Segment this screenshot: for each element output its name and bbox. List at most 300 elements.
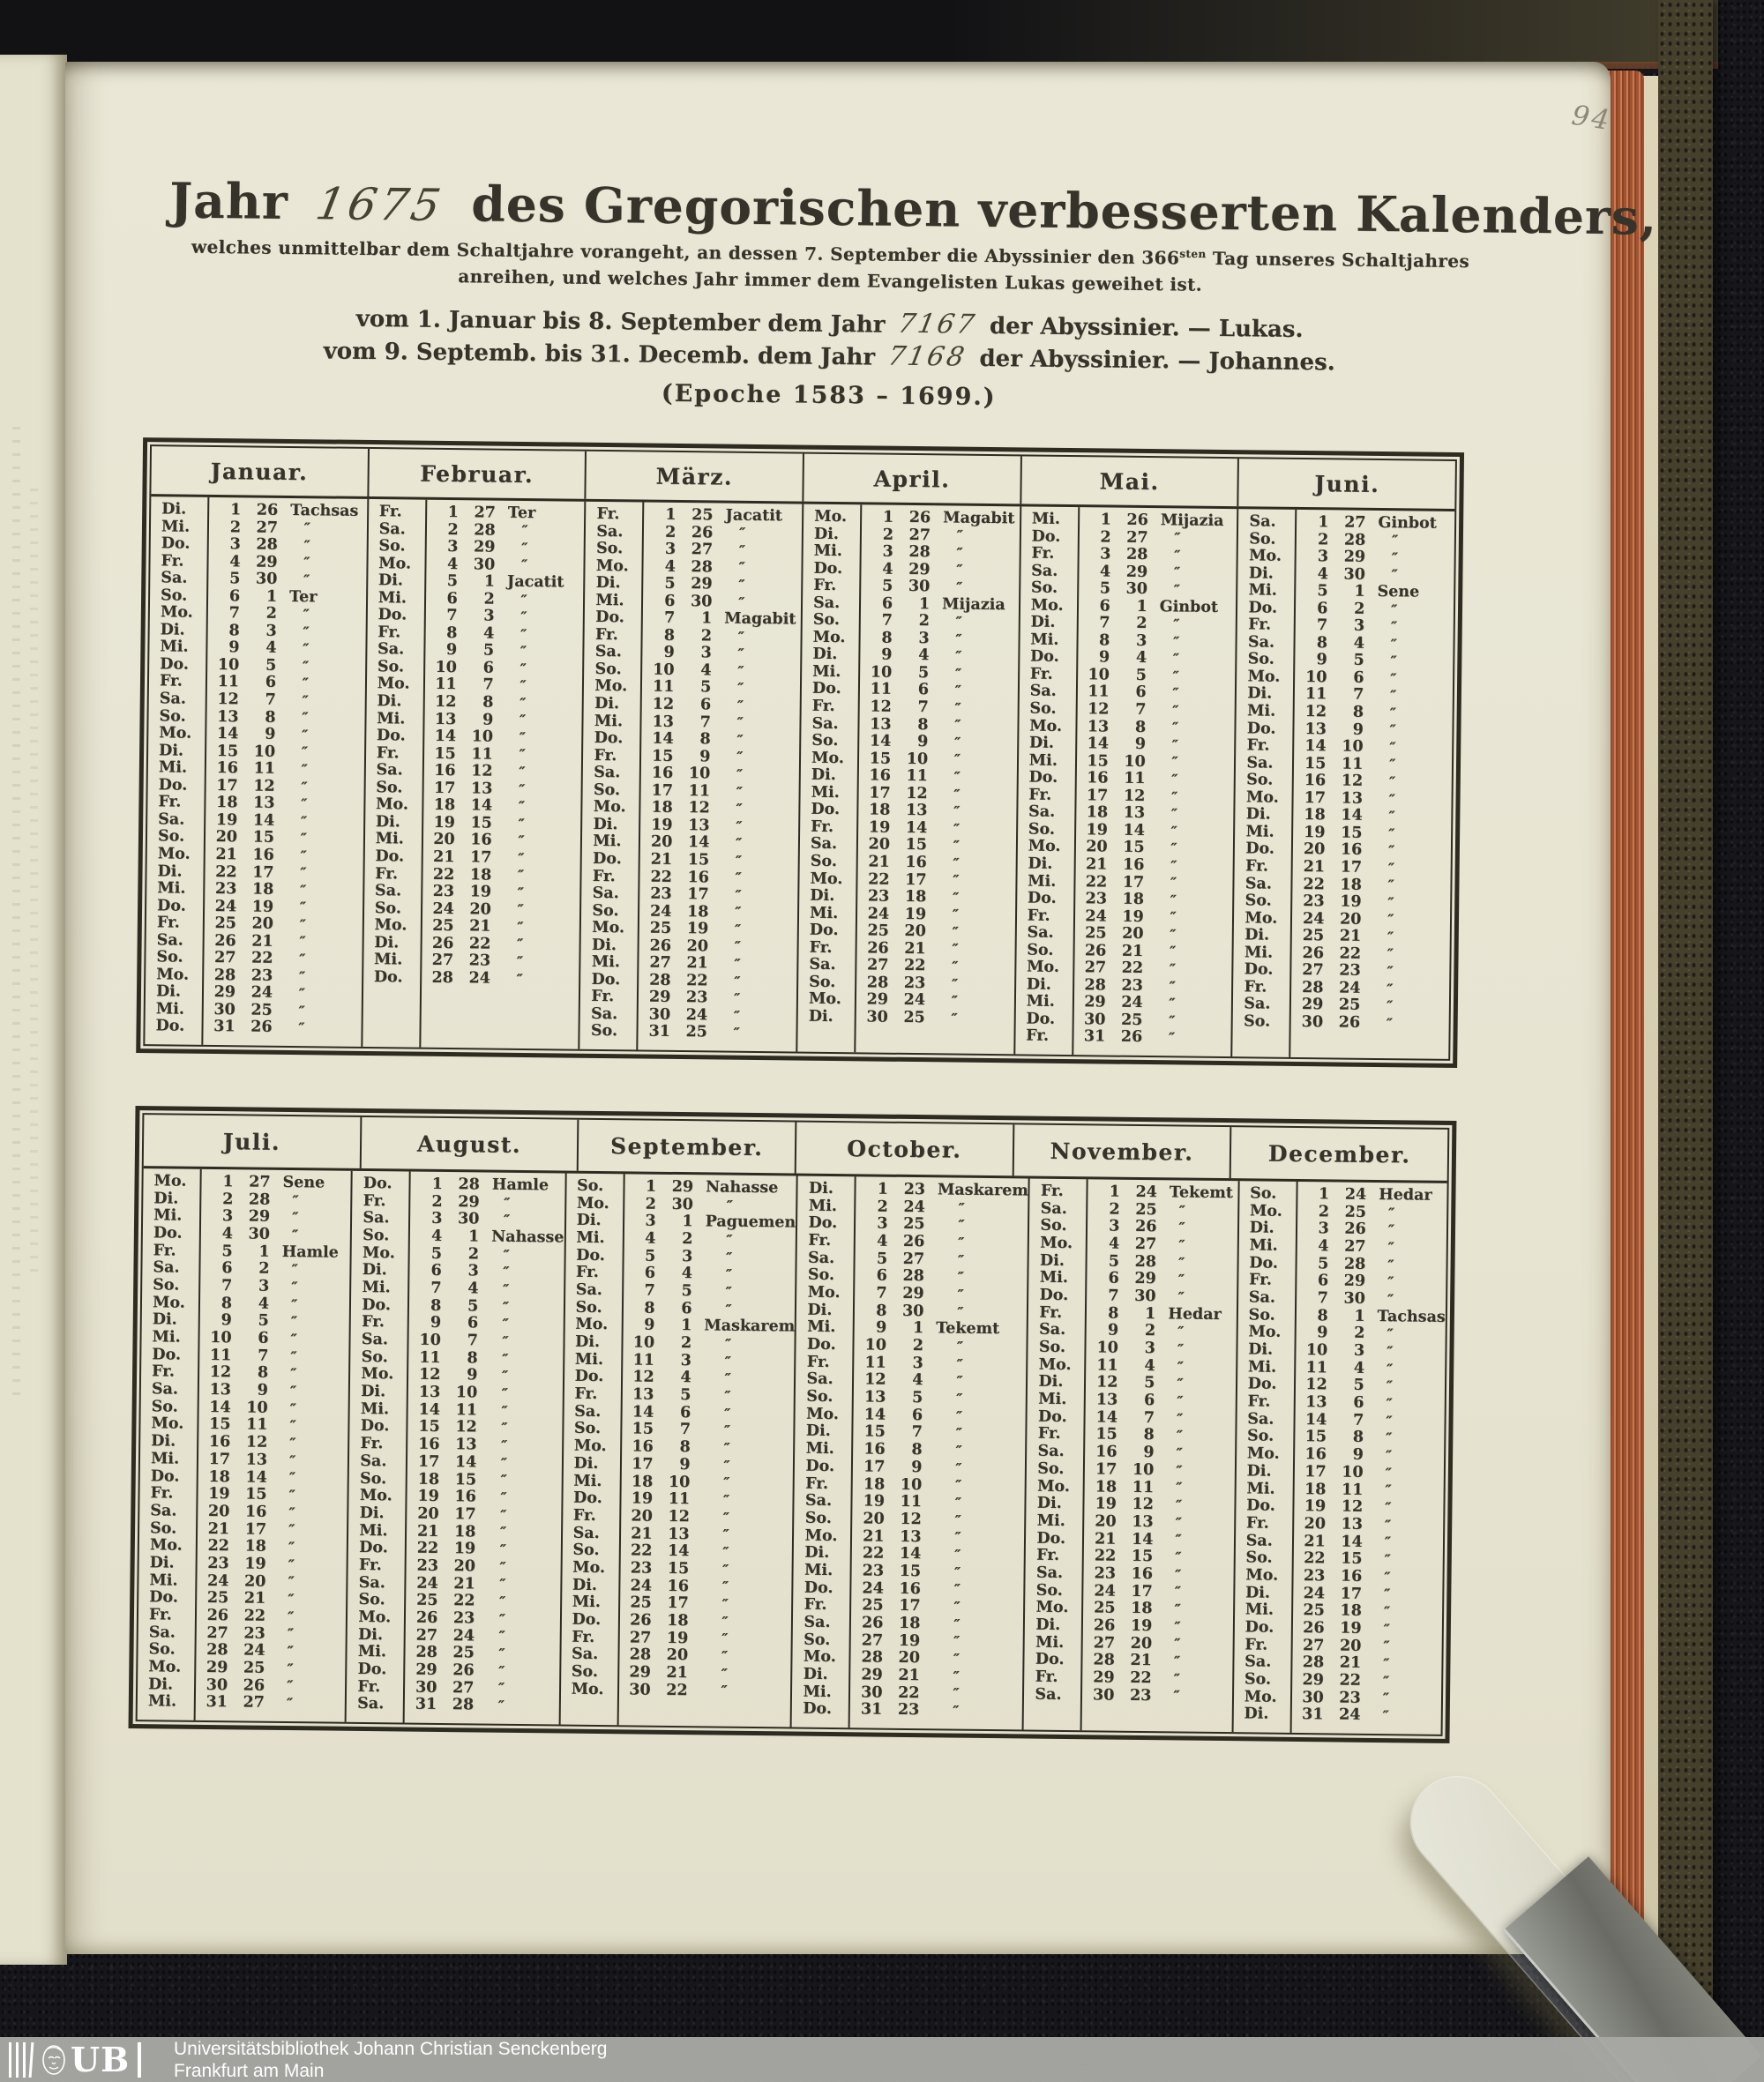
gregorian-day-cell: 8 xyxy=(1108,1304,1119,1323)
abyssinian-month-cell: ″ xyxy=(721,1595,729,1613)
gregorian-day-cell: 5 xyxy=(1317,582,1328,601)
abyssinian-day-cell: 23 xyxy=(243,1624,265,1643)
abyssinian-month-cell: Maskarem xyxy=(704,1317,796,1336)
gregorian-day-cell: 21 xyxy=(868,853,890,871)
abyssinian-month-cell: ″ xyxy=(1388,773,1396,791)
abyssinian-day-cell: 22 xyxy=(686,971,708,990)
abyssinian-day-cell: 9 xyxy=(911,1458,923,1476)
weekday-cell: Sa. xyxy=(1246,753,1274,772)
abyssinian-day-cell: 17 xyxy=(905,870,927,889)
weekday-cell: So. xyxy=(576,1176,604,1196)
gregorian-day-cell: 13 xyxy=(1095,1391,1118,1409)
abyssinian-month-cell: ″ xyxy=(299,881,307,899)
weekday-cell: Mo. xyxy=(377,675,410,694)
abyssinian-month-cell: ″ xyxy=(500,1454,508,1472)
abyssinian-month-cell: Hamle xyxy=(281,1242,339,1262)
abyssinian-day-cell: 26 xyxy=(908,508,931,527)
weekday-cell: Di. xyxy=(812,645,838,664)
abyssinian-month-cell: ″ xyxy=(952,889,960,907)
abyssinian-month-cell: ″ xyxy=(1178,1219,1185,1236)
abyssinian-month-cell: ″ xyxy=(291,1261,298,1279)
abyssinian-day-cell: 17 xyxy=(454,1504,476,1524)
calendar-row xyxy=(1015,1028,1231,1048)
abyssinian-month-cell: ″ xyxy=(956,526,963,544)
abyssinian-day-cell: 24 xyxy=(903,991,926,1010)
month-column xyxy=(138,1168,353,1722)
abyssinian-month-cell: ″ xyxy=(1390,635,1397,653)
gregorian-day-cell: 10 xyxy=(1305,668,1327,687)
abyssinian-month-cell: ″ xyxy=(288,1469,296,1487)
abyssinian-day-cell: 19 xyxy=(453,1540,476,1558)
gregorian-day-cell: 21 xyxy=(650,850,673,869)
gregorian-day-cell: 3 xyxy=(1109,1217,1120,1236)
gregorian-day-cell: 8 xyxy=(220,1294,233,1313)
abyssinian-day-cell: 14 xyxy=(470,796,493,815)
abyssinian-day-cell: 15 xyxy=(905,836,928,854)
abyssinian-day-cell: 18 xyxy=(1131,1600,1153,1618)
gregorian-day-cell: 8 xyxy=(228,622,240,640)
gregorian-day-cell: 23 xyxy=(1303,1566,1326,1586)
abyssinian-day-cell: 9 xyxy=(1134,735,1147,754)
weekday-cell: So. xyxy=(358,1591,385,1609)
weekday-cell: Di. xyxy=(803,1665,828,1683)
gregorian-day-cell: 31 xyxy=(415,1695,437,1714)
gregorian-day-cell: 3 xyxy=(882,542,893,561)
abyssinian-month-cell: ″ xyxy=(519,677,527,695)
gregorian-day-cell: 1 xyxy=(1109,1183,1120,1201)
abyssinian-day-cell: 19 xyxy=(1122,907,1144,926)
gregorian-day-cell: 1 xyxy=(1318,513,1329,532)
abyssinian-day-cell: 27 xyxy=(256,519,279,537)
weekday-cell: Sa. xyxy=(809,955,836,974)
gregorian-day-cell: 3 xyxy=(664,540,676,559)
abyssinian-day-cell: 17 xyxy=(469,848,492,867)
abyssinian-month-cell: ″ xyxy=(954,1511,961,1529)
abyssinian-day-cell: 30 xyxy=(1125,579,1148,599)
abyssinian-month-cell: ″ xyxy=(503,1211,511,1229)
abyssinian-day-cell: 5 xyxy=(1353,1377,1364,1395)
abyssinian-day-cell: 4 xyxy=(265,639,277,658)
gregorian-day-cell: 8 xyxy=(881,629,893,647)
abyssinian-day-cell: 8 xyxy=(1352,1429,1364,1447)
weekday-cell: Sa. xyxy=(1037,1442,1065,1461)
weekday-cell: Mi. xyxy=(809,904,839,922)
gregorian-day-cell: 6 xyxy=(664,592,676,610)
abyssinian-day-cell: 17 xyxy=(1340,858,1363,877)
abyssinian-month-cell: ″ xyxy=(1387,859,1395,877)
abyssinian-day-cell: 28 xyxy=(691,557,713,577)
abyssinian-day-cell: 21 xyxy=(1130,1652,1152,1670)
abyssinian-day-cell: 9 xyxy=(1352,720,1364,739)
abyssinian-month-cell: ″ xyxy=(502,1280,510,1298)
gregorian-day-cell: 12 xyxy=(217,690,239,709)
weekday-cell: Sa. xyxy=(804,1491,833,1511)
weekday-cell: Sa. xyxy=(363,1209,390,1228)
abyssinian-month-cell: ″ xyxy=(952,940,959,959)
weekday-cell: Mi. xyxy=(1028,751,1058,770)
abyssinian-day-cell: 16 xyxy=(667,1577,690,1595)
abyssinian-day-cell: 4 xyxy=(912,1371,923,1390)
abyssinian-month-cell: ″ xyxy=(953,802,960,820)
abyssinian-month-cell: ″ xyxy=(502,1315,509,1333)
gregorian-day-cell: 18 xyxy=(651,798,673,817)
abyssinian-day-cell: 21 xyxy=(453,1574,475,1593)
weekday-cell: Do. xyxy=(595,608,624,627)
abyssinian-month-cell: ″ xyxy=(518,815,525,832)
gregorian-day-cell: 14 xyxy=(434,727,457,746)
abyssinian-day-cell: 29 xyxy=(691,575,713,593)
abyssinian-day-cell: 2 xyxy=(1354,600,1365,618)
gregorian-day-cell: 19 xyxy=(1304,823,1326,842)
abyssinian-month-cell: ″ xyxy=(954,1476,962,1494)
abyssinian-day-cell: 13 xyxy=(1341,1515,1364,1534)
gregorian-day-cell: 27 xyxy=(629,1628,652,1647)
gregorian-day-cell: 16 xyxy=(1304,772,1327,790)
abyssinian-month-cell: ″ xyxy=(288,1573,295,1591)
weekday-cell: Fr. xyxy=(809,938,833,957)
calendar-row xyxy=(561,1681,791,1701)
gregorian-day-cell: 30 xyxy=(415,1678,437,1697)
weekday-cell: Do. xyxy=(156,896,186,915)
abyssinian-day-cell: 2 xyxy=(483,590,495,608)
weekday-cell: Mo. xyxy=(593,798,626,817)
abyssinian-day-cell: 7 xyxy=(1352,1411,1364,1429)
weekday-cell: Fr. xyxy=(1036,1546,1060,1565)
gregorian-day-cell: 7 xyxy=(1317,1289,1328,1308)
abyssinian-day-cell: 12 xyxy=(668,1507,690,1526)
abyssinian-day-cell: 9 xyxy=(482,711,494,729)
abyssinian-month-cell: ″ xyxy=(1386,1360,1394,1377)
gregorian-day-cell: 28 xyxy=(629,1645,652,1664)
weekday-cell: Sa. xyxy=(574,1402,602,1421)
abyssinian-month-cell: ″ xyxy=(1389,704,1397,721)
abyssinian-day-cell: 30 xyxy=(901,1302,924,1320)
abyssinian-month-cell: ″ xyxy=(1389,721,1396,739)
weekday-cell: Mi. xyxy=(572,1593,601,1612)
abyssinian-day-cell: 27 xyxy=(1134,1235,1157,1254)
gregorian-day-cell: 8 xyxy=(446,623,458,642)
abyssinian-day-cell: 29 xyxy=(908,560,931,578)
abyssinian-month-cell: ″ xyxy=(500,1506,507,1524)
month-header: Februar. xyxy=(369,449,587,499)
weekday-cell: Sa. xyxy=(810,835,838,854)
gregorian-day-cell: 12 xyxy=(632,1368,654,1387)
weekday-cell: Di. xyxy=(813,525,839,543)
gregorian-day-cell: 1 xyxy=(1318,1185,1330,1204)
abyssinian-month-cell: ″ xyxy=(957,1251,965,1269)
abyssinian-month-cell: ″ xyxy=(953,734,961,751)
abyssinian-month-cell: ″ xyxy=(300,830,307,847)
gregorian-day-cell: 13 xyxy=(863,1388,886,1407)
abyssinian-month-cell: ″ xyxy=(1173,581,1180,599)
abyssinian-day-cell: 13 xyxy=(1132,1512,1154,1531)
gregorian-day-cell: 29 xyxy=(1084,993,1106,1011)
abyssinian-day-cell: 28 xyxy=(1125,545,1148,564)
abyssinian-day-cell: 22 xyxy=(243,1607,266,1625)
weekday-cell: Mi. xyxy=(1039,1269,1068,1287)
weekday-cell: Fr. xyxy=(1245,857,1268,876)
abyssinian-month-cell: ″ xyxy=(504,1194,511,1212)
abyssinian-month-cell: ″ xyxy=(1173,1687,1180,1705)
abyssinian-day-cell: 27 xyxy=(908,526,931,544)
abyssinian-day-cell: 15 xyxy=(470,814,492,832)
ghost-print-column xyxy=(30,478,38,1272)
abyssinian-month-cell: Magabit xyxy=(943,509,1015,528)
gregorian-day-cell: 13 xyxy=(1087,717,1110,736)
abyssinian-day-cell: 3 xyxy=(258,1277,270,1295)
gregorian-day-cell: 27 xyxy=(415,1626,438,1645)
weekday-cell: Mo. xyxy=(159,724,192,743)
abyssinian-month-cell: ″ xyxy=(290,1295,298,1313)
abyssinian-month-cell: ″ xyxy=(955,1424,962,1442)
abyssinian-month-cell: Tachsas xyxy=(1377,1307,1446,1326)
gregorian-day-cell: 30 xyxy=(861,1683,883,1702)
weekday-cell: Fr. xyxy=(813,576,837,595)
gregorian-day-cell: 9 xyxy=(881,645,893,665)
gregorian-day-cell: 23 xyxy=(1303,892,1325,911)
weekday-cell: Fr. xyxy=(805,1474,829,1493)
gregorian-day-cell: 5 xyxy=(221,1242,233,1261)
abyssinian-month-cell: ″ xyxy=(501,1384,508,1402)
weekday-cell: Do. xyxy=(811,801,841,819)
weekday-cell: Di. xyxy=(1035,1616,1061,1634)
abyssinian-day-cell: 26 xyxy=(902,1233,925,1251)
weekday-cell: Sa. xyxy=(575,1280,602,1300)
abyssinian-month-cell: ″ xyxy=(516,936,524,953)
gregorian-day-cell: 27 xyxy=(866,956,889,974)
abyssinian-day-cell: 16 xyxy=(244,1503,267,1521)
abyssinian-day-cell: 17 xyxy=(1340,1585,1363,1603)
abyssinian-day-cell: 26 xyxy=(1338,1013,1361,1032)
weekday-cell: Sa. xyxy=(150,1502,177,1520)
gregorian-day-cell: 12 xyxy=(864,1370,886,1390)
gregorian-day-cell: 29 xyxy=(206,1658,228,1677)
gregorian-day-cell: 1 xyxy=(229,501,242,519)
abyssinian-month-cell: ″ xyxy=(953,1580,960,1598)
abyssinian-day-cell: 24 xyxy=(685,1005,708,1025)
gregorian-day-cell: 7 xyxy=(644,1281,655,1300)
weekday-cell: Mo. xyxy=(362,1243,395,1263)
abyssinian-day-cell: 17 xyxy=(244,1519,267,1539)
month-column xyxy=(1015,506,1239,1056)
weekday-cell: Sa. xyxy=(804,1613,831,1631)
gregorian-day-cell: 16 xyxy=(632,1437,654,1456)
abyssinian-month-cell: ″ xyxy=(1171,736,1178,754)
gregorian-day-cell: 17 xyxy=(208,1450,231,1469)
abyssinian-month-cell: ″ xyxy=(517,867,525,884)
abyssinian-day-cell: 4 xyxy=(1135,649,1147,668)
weekday-cell: Fr. xyxy=(158,793,182,811)
gregorian-day-cell: 18 xyxy=(417,1470,440,1489)
abyssinian-month-cell: ″ xyxy=(722,1543,729,1561)
abyssinian-day-cell: 2 xyxy=(1136,615,1147,633)
abyssinian-day-cell: 28 xyxy=(248,1190,271,1209)
abyssinian-month-cell: Jacatit xyxy=(725,506,783,526)
abyssinian-month-cell: ″ xyxy=(518,780,526,798)
gregorian-day-cell: 29 xyxy=(415,1660,437,1679)
weekday-cell: Di. xyxy=(808,1007,833,1026)
gregorian-day-cell: 18 xyxy=(1304,1480,1327,1498)
abyssinian-day-cell: 7 xyxy=(467,1332,478,1350)
gregorian-day-cell: 2 xyxy=(664,523,676,541)
abyssinian-day-cell: 13 xyxy=(455,1436,477,1454)
abyssinian-month-cell: ″ xyxy=(953,1632,960,1650)
abyssinian-day-cell: 18 xyxy=(244,1537,266,1556)
weekday-cell: Di. xyxy=(572,1576,597,1594)
abyssinian-month-cell: ″ xyxy=(300,847,307,864)
gregorian-day-cell: 12 xyxy=(652,695,675,713)
gregorian-day-cell: 5 xyxy=(644,1247,656,1265)
abyssinian-day-cell: 8 xyxy=(679,1438,691,1457)
weekday-cell: Di. xyxy=(1245,1583,1271,1602)
weekday-cell: Mi. xyxy=(1036,1511,1065,1530)
abyssinian-month-cell: ″ xyxy=(954,1494,962,1511)
page-title xyxy=(168,171,1658,246)
gregorian-day-cell: 9 xyxy=(875,1319,887,1338)
abyssinian-month-cell: ″ xyxy=(954,1546,961,1563)
weekday-cell: Mi. xyxy=(377,709,406,728)
abyssinian-month-cell: ″ xyxy=(290,1330,297,1347)
weekday-cell: Do. xyxy=(1246,719,1276,738)
weekday-cell: Sa. xyxy=(1247,633,1275,652)
abyssinian-day-cell: 29 xyxy=(458,1192,480,1212)
abyssinian-month-cell: ″ xyxy=(1387,1325,1394,1343)
gregorian-day-cell: 31 xyxy=(213,1018,235,1036)
weekday-cell: Mi. xyxy=(1248,581,1277,600)
weekday-cell: Di. xyxy=(574,1332,601,1352)
gregorian-day-cell: 27 xyxy=(1093,1633,1116,1653)
abyssinian-month-cell: ″ xyxy=(953,750,961,769)
ghost-print-column xyxy=(12,425,20,1395)
gregorian-day-cell: 11 xyxy=(632,1351,654,1369)
weekday-cell: Mi. xyxy=(813,541,842,561)
gregorian-day-cell: 1 xyxy=(665,505,676,524)
weekday-cell: Di. xyxy=(1244,1705,1269,1723)
gregorian-day-cell: 7 xyxy=(430,1279,442,1298)
gregorian-day-cell: 4 xyxy=(229,552,241,571)
page-paper xyxy=(65,62,1658,1954)
weekday-cell: Do. xyxy=(574,1368,604,1386)
abyssinian-month-cell: Tekemt xyxy=(1169,1183,1233,1203)
ub-logo-text: UB xyxy=(71,2039,131,2079)
month-column xyxy=(560,1174,798,1728)
span-1-text: vom 1. Januar bis 8. September dem Jahr xyxy=(355,305,886,339)
abyssinian-month-cell: ″ xyxy=(1387,929,1394,946)
weekday-cell: Sa. xyxy=(1038,1321,1066,1339)
gregorian-day-cell: 28 xyxy=(1084,976,1106,995)
abyssinian-month-cell: ″ xyxy=(499,1558,506,1576)
abyssinian-month-cell: Ter xyxy=(507,504,536,523)
weekday-cell: Fr. xyxy=(1039,1303,1063,1322)
abyssinian-day-cell: 1 xyxy=(483,572,496,591)
abyssinian-month-cell: ″ xyxy=(1391,532,1399,549)
gregorian-day-cell: 30 xyxy=(866,1008,888,1026)
gregorian-day-cell: 22 xyxy=(630,1541,653,1560)
gregorian-day-cell: 22 xyxy=(868,869,890,889)
gregorian-day-cell: 24 xyxy=(416,1574,438,1593)
abyssinian-day-cell: 6 xyxy=(679,1403,691,1422)
abyssinian-day-cell: 12 xyxy=(245,1433,268,1451)
weekday-cell: Sa. xyxy=(357,1695,385,1713)
gregorian-day-cell: 21 xyxy=(416,1522,439,1541)
abyssinian-month-cell: ″ xyxy=(957,1303,964,1321)
weekday-cell: Sa. xyxy=(159,690,186,708)
gregorian-day-cell: 21 xyxy=(1085,855,1108,874)
abyssinian-day-cell: 13 xyxy=(688,816,710,835)
weekday-cell: Do. xyxy=(1031,527,1061,546)
gregorian-day-cell: 15 xyxy=(1304,754,1327,772)
calendar-row xyxy=(347,1696,558,1715)
weekday-cell: So. xyxy=(374,899,401,918)
calendar-row xyxy=(1233,1705,1441,1725)
gregorian-day-cell: 11 xyxy=(209,1346,232,1365)
abyssinian-day-cell: 19 xyxy=(686,920,709,938)
abyssinian-day-cell: 24 xyxy=(1121,994,1143,1012)
abyssinian-month-cell: ″ xyxy=(736,714,744,732)
gregorian-day-cell: 14 xyxy=(1095,1408,1118,1427)
gregorian-day-cell: 14 xyxy=(1304,737,1327,756)
gregorian-day-cell: 8 xyxy=(876,1302,887,1320)
abyssinian-day-cell: 3 xyxy=(681,1247,693,1265)
abyssinian-month-cell: ″ xyxy=(501,1402,508,1420)
gregorian-day-cell: 18 xyxy=(215,794,238,812)
gregorian-day-cell: 4 xyxy=(877,1232,888,1250)
abyssinian-day-cell: 11 xyxy=(688,781,711,801)
weekday-cell: Do. xyxy=(375,847,405,866)
abyssinian-day-cell: 30 xyxy=(671,1195,693,1213)
weekday-cell: Di. xyxy=(155,982,182,1001)
abyssinian-month-cell: ″ xyxy=(953,871,960,889)
abyssinian-month-cell: ″ xyxy=(1170,857,1177,875)
abyssinian-month-cell: ″ xyxy=(498,1593,506,1610)
abyssinian-month-cell: ″ xyxy=(736,783,743,801)
abyssinian-month-cell: ″ xyxy=(1170,787,1178,805)
abyssinian-month-cell: ″ xyxy=(1172,702,1179,720)
abyssinian-day-cell: 21 xyxy=(1339,1653,1362,1673)
abyssinian-day-cell: 14 xyxy=(1123,821,1145,840)
weekday-cell: Fr. xyxy=(361,1313,385,1332)
abyssinian-month-cell: ″ xyxy=(954,699,961,717)
institution-name xyxy=(174,2038,607,2082)
weekday-cell: Di. xyxy=(377,692,402,711)
abyssinian-day-cell: 5 xyxy=(681,1282,692,1301)
abyssinian-day-cell: 15 xyxy=(1131,1548,1154,1566)
abyssinian-day-cell: 23 xyxy=(1121,976,1143,995)
weekday-cell: So. xyxy=(595,540,624,558)
gregorian-day-cell: 20 xyxy=(1303,840,1326,859)
abyssinian-month-cell: ″ xyxy=(298,1002,305,1019)
gregorian-day-cell: 20 xyxy=(1304,1514,1327,1534)
gregorian-day-cell: 5 xyxy=(881,577,893,595)
abyssinian-day-cell: 19 xyxy=(666,1629,689,1647)
abyssinian-month-cell: ″ xyxy=(1385,1481,1392,1499)
weekday-cell: Mi. xyxy=(574,1350,604,1369)
abyssinian-day-cell: 28 xyxy=(1134,1252,1157,1271)
abyssinian-day-cell: 8 xyxy=(1143,1426,1155,1444)
abyssinian-day-cell: 14 xyxy=(899,1545,922,1563)
abyssinian-month-cell: ″ xyxy=(958,1216,965,1234)
weekday-cell: Do. xyxy=(1247,1375,1277,1394)
weekday-cell: Do. xyxy=(158,776,188,795)
abyssinian-day-cell: 16 xyxy=(899,1579,921,1598)
weekday-cell: Mi. xyxy=(152,1328,181,1347)
abyssinian-month-cell: ″ xyxy=(298,1019,305,1037)
weekday-cell: Mi. xyxy=(576,1228,605,1248)
weekday-cell: Di. xyxy=(375,812,400,832)
gregorian-day-cell: 11 xyxy=(864,1354,886,1372)
gregorian-day-cell: 24 xyxy=(649,902,672,921)
abyssinian-day-cell: 20 xyxy=(904,922,926,941)
